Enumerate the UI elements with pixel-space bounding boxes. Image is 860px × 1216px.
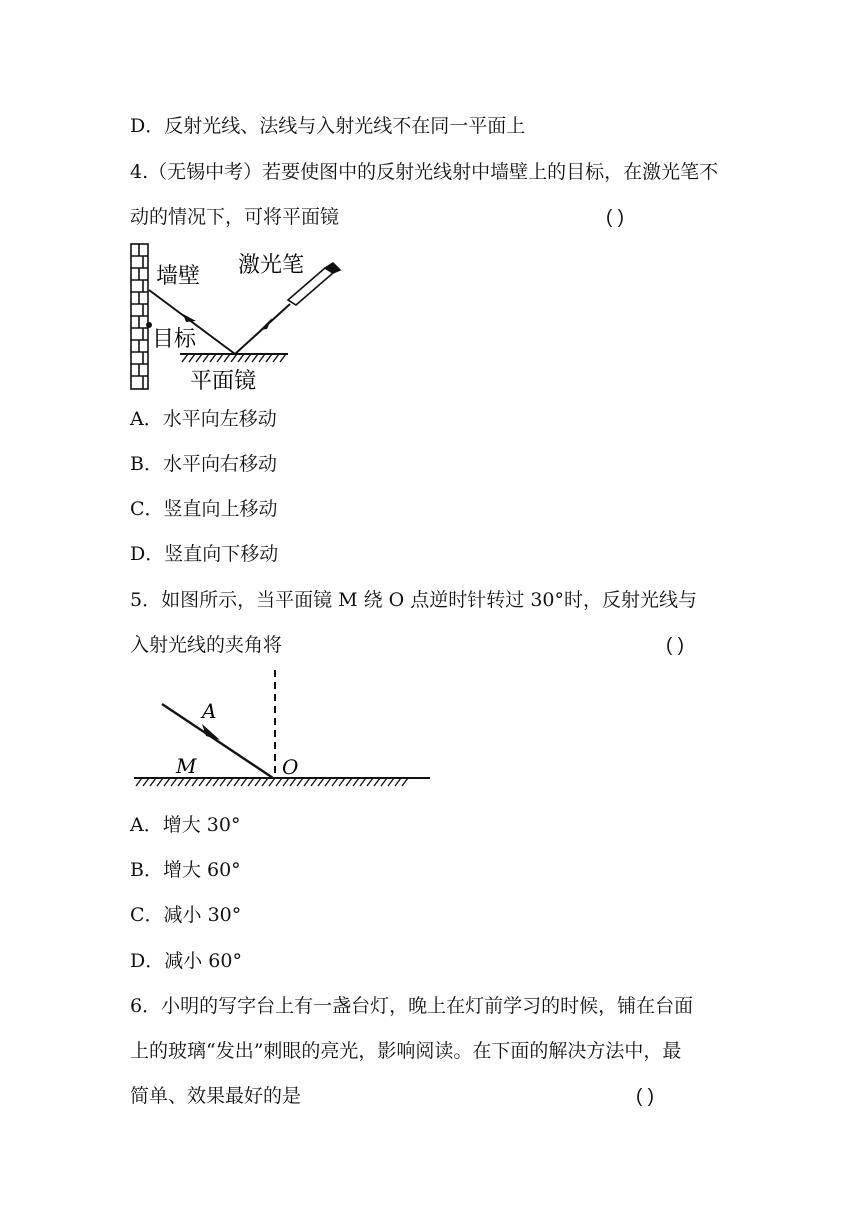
q6-answer-bracket: ( ) bbox=[636, 1086, 654, 1107]
q4-stem-line2: 动的情况下，可将平面镜 bbox=[130, 206, 340, 228]
q5-option-a: A．增大 30° bbox=[130, 814, 241, 836]
mirror-label-m: M bbox=[176, 754, 197, 778]
incident-arrow bbox=[260, 318, 272, 330]
mirror-label: 平面镜 bbox=[190, 369, 257, 394]
target-label: 目标 bbox=[152, 327, 197, 352]
q5-option-c: C．减小 30° bbox=[130, 904, 242, 926]
wall-label: 墙壁 bbox=[156, 264, 201, 289]
reflected-arrow bbox=[183, 314, 196, 322]
q4-option-c: C．竖直向上移动 bbox=[130, 498, 278, 520]
q4-figure bbox=[120, 238, 360, 398]
q5-stem-line1: 5．如图所示，当平面镜 M 绕 O 点逆时针转过 30°时，反射光线与 bbox=[130, 589, 697, 611]
laser-label: 激光笔 bbox=[238, 253, 305, 278]
mirror-hatching bbox=[136, 778, 408, 786]
q4-option-b: B．水平向右移动 bbox=[130, 453, 277, 475]
q6-stem-line1: 6．小明的写字台上有一盏台灯，晚上在灯前学习的时候，铺在台面 bbox=[130, 995, 694, 1017]
q4-stem-line1: 4.（无锡中考）若要使图中的反射光线射中墙壁上的目标，在激光笔不 bbox=[130, 161, 719, 183]
q6-stem-line2: 上的玻璃“发出”刺眼的亮光，影响阅读。在下面的解决方法中，最 bbox=[130, 1040, 682, 1062]
q5-figure bbox=[130, 668, 435, 796]
q4-option-a: A．水平向左移动 bbox=[130, 408, 277, 430]
q3-option-d: D．反射光线、法线与入射光线不在同一平面上 bbox=[130, 115, 526, 137]
wall-bricks bbox=[131, 244, 148, 389]
ray-label-a: A bbox=[202, 699, 217, 723]
q4-option-d: D．竖直向下移动 bbox=[130, 543, 279, 565]
q6-stem-line3: 简单、效果最好的是 bbox=[130, 1085, 302, 1107]
q4-answer-bracket: ( ) bbox=[606, 207, 624, 228]
q5-option-b: B．增大 60° bbox=[130, 859, 241, 881]
mirror-hatching bbox=[182, 354, 286, 362]
point-label-o: O bbox=[282, 755, 299, 779]
q5-option-d: D．减小 60° bbox=[130, 950, 242, 972]
q5-answer-bracket: ( ) bbox=[666, 635, 684, 656]
q5-stem-line2: 入射光线的夹角将 bbox=[130, 634, 283, 656]
